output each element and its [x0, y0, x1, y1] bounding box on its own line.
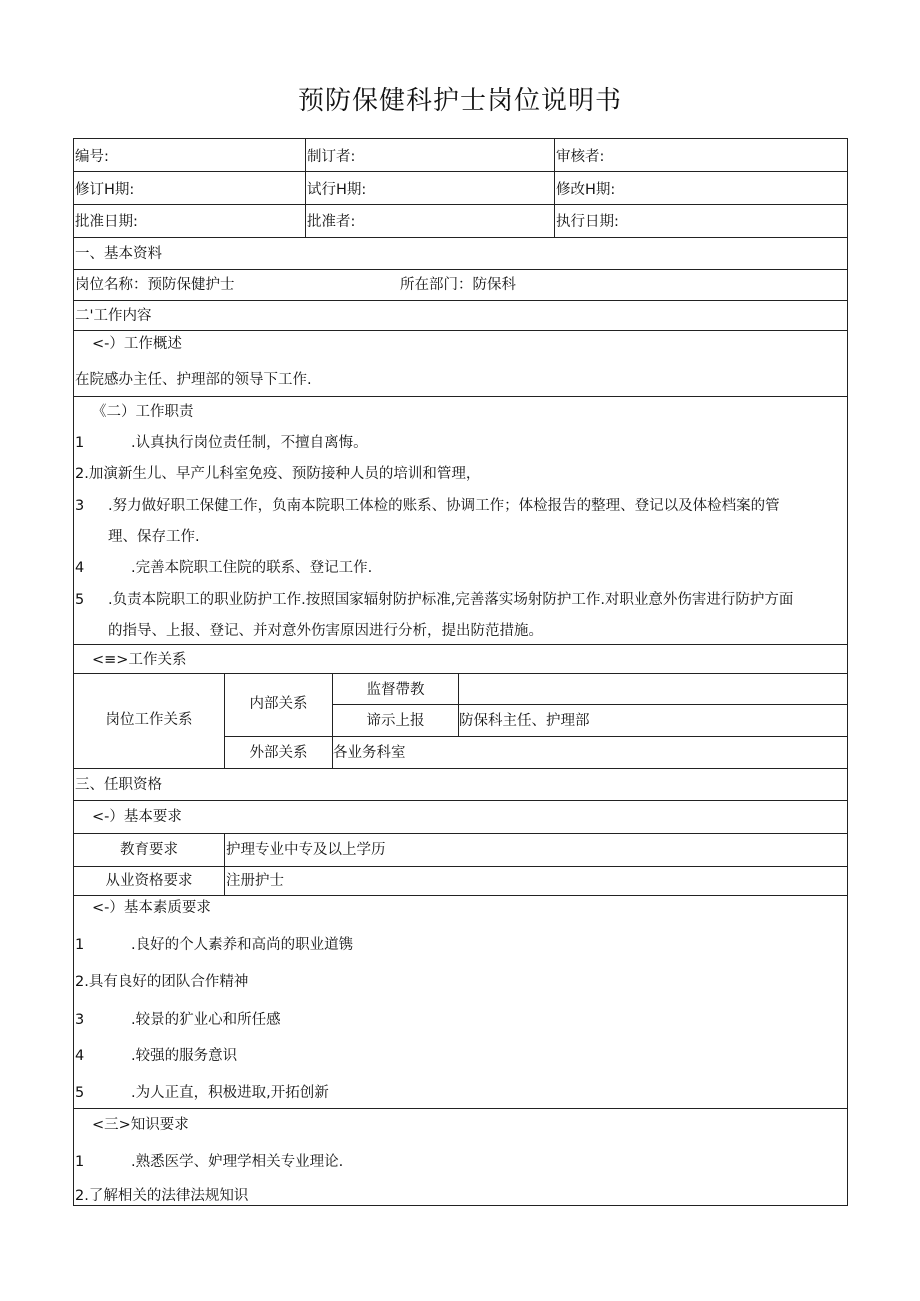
duties-heading: 《二）工作职责	[92, 404, 194, 420]
list-number: 4	[75, 560, 85, 576]
row-divider	[73, 300, 848, 301]
cert-label: 从业资格要求	[105, 873, 193, 889]
row-divider	[73, 895, 848, 896]
col-divider	[305, 138, 306, 237]
row-divider	[73, 800, 848, 801]
quality-item: .较景的犷业心和所任感	[131, 1012, 281, 1028]
approve-date-label: 批准日期:	[75, 214, 138, 230]
supervise-label: 监督帶教	[366, 682, 425, 698]
approver-label: 批准者:	[307, 214, 356, 230]
list-number: 1	[75, 937, 85, 953]
report-value: 防保科主任、护理部	[459, 713, 590, 729]
position-name: 岗位名称：预防保健护士	[75, 277, 235, 293]
row-divider	[73, 269, 848, 270]
list-number: 5	[75, 592, 85, 608]
quality-item: 2.具有良好的团队合作精神	[75, 974, 249, 990]
duty-item: .认真执行岗位责任制，不擅自离悔。	[131, 435, 368, 451]
knowledge-item: 2.了解相关的法律法规知识	[75, 1188, 249, 1204]
number-label: 编号:	[75, 149, 109, 165]
duty-item: 2.加演新生儿、早产儿科室免疫、预防接种人员的培训和管理，	[75, 466, 481, 482]
relations-heading: <≡>工作关系	[92, 652, 187, 668]
knowledge-heading: <三>知识要求	[92, 1117, 189, 1133]
row-divider	[73, 171, 848, 172]
row-divider	[73, 396, 848, 397]
quality-item: .较强的服务意识	[131, 1048, 238, 1064]
overview-text: 在院感办主任、护理部的领导下工作.	[75, 372, 312, 388]
author-label: 制订者:	[307, 149, 356, 165]
row-divider	[73, 644, 848, 645]
duty-item: .负责本院职工的职业防护工作.按照国家辐射防护标准,完善落实场射防护工作.对职业意外伤害进行防护方面	[108, 592, 794, 608]
duty-item: .努力做好职工保健工作，负南本院职工体检的账系、协调工作；体检报告的整理、登记以及体检档案的管	[108, 498, 780, 514]
list-number: 3	[75, 1012, 85, 1028]
relations-label: 岗位工作关系	[105, 712, 193, 728]
row-divider	[73, 866, 848, 867]
trial-date-label: 试行H期:	[307, 182, 367, 198]
internal-relations: 内部关系	[249, 696, 308, 712]
duty-item-continued: 理、保存工作.	[108, 529, 200, 545]
row-divider	[73, 673, 848, 674]
duty-item-continued: 的指导、上报、登记、并对意外伤害原因进行分析，提出防范措施。	[108, 623, 543, 639]
section-qual-heading: 三、任职资格	[75, 777, 162, 793]
edu-label: 教育要求	[120, 842, 178, 858]
quality-item: .为人正直，积极进取,开拓创新	[131, 1085, 329, 1101]
row-divider	[73, 237, 848, 238]
col-divider	[554, 138, 555, 237]
department: 所在部门：防保科	[400, 277, 516, 293]
quality-heading: <-）基本素质要求	[92, 900, 211, 916]
overview-heading: <-）工作概述	[92, 336, 182, 352]
duty-item: .完善本院职工住院的联系、登记工作.	[131, 560, 373, 576]
reviewer-label: 审核者:	[556, 149, 605, 165]
external-value: 各业务科室	[333, 745, 406, 761]
row-divider	[73, 1108, 848, 1109]
edu-value: 护理专业中专及以上学历	[226, 842, 386, 858]
row-divider	[73, 204, 848, 205]
cert-value: 注册护士	[226, 873, 284, 889]
execute-date-label: 执行日期:	[556, 214, 619, 230]
row-divider	[332, 704, 848, 705]
revise-date-label: 修订H期:	[75, 182, 135, 198]
knowledge-item: .熟悉医学、妒理学相关专业理论.	[131, 1154, 344, 1170]
list-number: 3	[75, 498, 85, 514]
basic-req-heading: <-）基本要求	[92, 809, 182, 825]
list-number: 1	[75, 1154, 85, 1170]
list-number: 1	[75, 435, 85, 451]
col-divider	[224, 833, 225, 895]
row-divider	[224, 736, 848, 737]
page-title: 预防保健科护士岗位说明书	[297, 86, 622, 116]
report-label: 谛示上报	[366, 713, 425, 729]
list-number: 5	[75, 1085, 85, 1101]
section-basic-heading: 一、基本资料	[75, 246, 162, 262]
modify-date-label: 修改H期:	[556, 182, 616, 198]
row-divider	[73, 833, 848, 834]
list-number: 4	[75, 1048, 85, 1064]
row-divider	[73, 768, 848, 769]
section-work-heading: 二'工作内容	[75, 308, 152, 324]
external-relations: 外部关系	[249, 745, 308, 761]
quality-item: .良好的个人素养和高尚的职业道镌	[131, 937, 354, 953]
row-divider	[73, 330, 848, 331]
